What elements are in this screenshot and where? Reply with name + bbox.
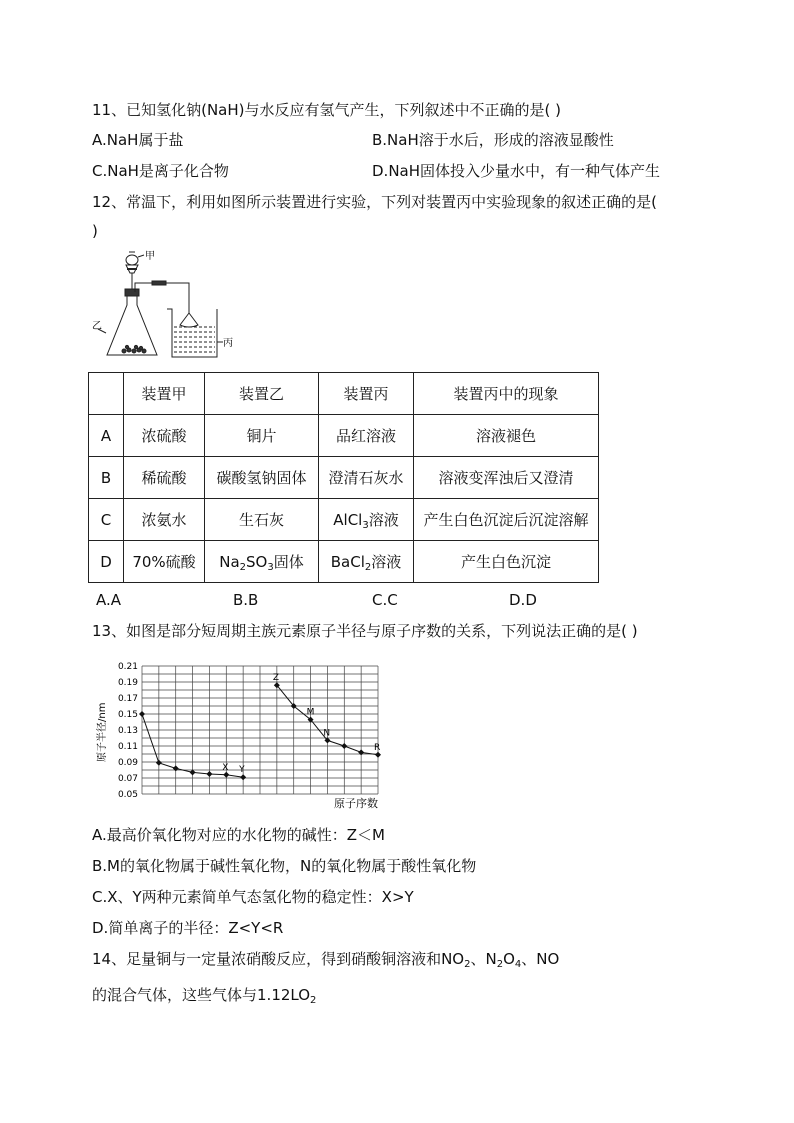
atomic-radius-chart [92, 652, 402, 814]
q12-choice-d: D.D [509, 591, 537, 609]
point-label-x: X [222, 762, 229, 773]
formula-subscript: 3 [267, 561, 274, 573]
row-label: A [89, 415, 124, 457]
formula: BaCl [330, 552, 365, 571]
cell-jia: 浓氨水 [124, 499, 205, 541]
q12-choice-b: B.B [233, 591, 259, 609]
q14-line-1 [92, 948, 559, 970]
cell-yi: 生石灰 [205, 499, 319, 541]
cell-bing [319, 541, 414, 583]
cell-yi: 铜片 [205, 415, 319, 457]
apparatus-label-bing: 丙 [223, 338, 233, 349]
formula: Na [219, 552, 240, 571]
data-point [206, 771, 212, 777]
formula: AlCl [333, 510, 363, 529]
table-header-phenomenon: 装置丙中的现象 [414, 373, 599, 415]
q14-text: O [503, 950, 515, 968]
cell-bing: 澄清石灰水 [319, 457, 414, 499]
y-tick-label: 0.19 [117, 678, 138, 688]
point-label-r: R [374, 742, 381, 753]
q14-text: 的混合气体，这些气体与1.12LO [92, 986, 311, 1004]
table-header-jia: 装置甲 [124, 373, 205, 415]
formula-subscript: 4 [514, 959, 522, 970]
cell-jia: 浓硫酸 [124, 415, 205, 457]
table-row [89, 457, 599, 499]
formula-subscript: 2 [496, 959, 504, 970]
q14-text: 14、足量铜与一定量浓硝酸反应，得到硝酸铜溶液和NO [92, 950, 465, 968]
apparatus-label-jia: 甲 [145, 251, 155, 262]
formula-tail: 溶液 [368, 510, 399, 529]
formula-subscript: 2 [239, 561, 247, 573]
table-row [89, 541, 599, 583]
y-tick-label: 0.09 [117, 758, 138, 768]
q12-choice-a: A.A [96, 591, 122, 609]
row-label: B [89, 457, 124, 499]
table-row [89, 415, 599, 457]
q13-option-a: A.最高价氧化物对应的水化物的碱性：Z＜M [92, 826, 385, 844]
experiment-table [88, 372, 599, 583]
cell-yi: 碳酸氢钠固体 [205, 457, 319, 499]
row-label: C [89, 499, 124, 541]
q13-option-c: C.X、Y两种元素简单气态氢化物的稳定性：X>Y [92, 888, 414, 906]
formula-subscript: 2 [464, 959, 471, 970]
formula-mid: SO [246, 552, 268, 571]
point-label-y: Y [239, 765, 245, 776]
point-label-z: Z [272, 673, 280, 684]
cell-phenomenon: 溶液变浑浊后又澄清 [414, 457, 599, 499]
cell-bing: 品红溶液 [319, 415, 414, 457]
q14-line-2 [92, 984, 316, 1006]
formula-tail: 溶液 [371, 552, 402, 571]
cell-phenomenon: 溶液褪色 [414, 415, 599, 457]
cell-bing [319, 499, 414, 541]
q11-option-b: B.NaH溶于水后，形成的溶液显酸性 [372, 131, 614, 149]
q13-stem: 13、如图是部分短周期主族元素原子半径与原子序数的关系，下列说法正确的是( ) [92, 622, 638, 640]
q14-text: 、N [470, 950, 497, 968]
table-header-yi: 装置乙 [205, 373, 319, 415]
data-point [358, 749, 364, 755]
q11-option-a: A.NaH属于盐 [92, 131, 184, 149]
data-point [173, 765, 179, 771]
q11-stem: 11、已知氢化钠(NaH)与水反应有氢气产生，下列叙述中不正确的是( ) [92, 101, 561, 119]
y-tick-label: 0.05 [117, 790, 138, 800]
q11-option-d: D.NaH固体投入少量水中，有一种气体产生 [372, 162, 661, 180]
q13-option-b: B.M的氧化物属于碱性氧化物，N的氧化物属于酸性氧化物 [92, 857, 477, 875]
y-axis-label: 原子半径/nm [97, 702, 108, 762]
apparatus-label-yi: 乙 [92, 321, 102, 332]
cell-yi [205, 541, 319, 583]
data-point [139, 711, 145, 717]
y-tick-label: 0.13 [117, 726, 138, 736]
y-tick-label: 0.21 [117, 662, 138, 672]
row-label: D [89, 541, 124, 583]
q14-text: 、NO [521, 950, 560, 968]
table-header-bing: 装置丙 [319, 373, 414, 415]
y-tick-label: 0.07 [117, 774, 138, 784]
table-header-blank [89, 373, 124, 415]
table-row [89, 499, 599, 541]
cell-jia: 70%硫酸 [124, 541, 205, 583]
x-axis-label: 原子序数 [334, 797, 378, 810]
point-label-m: M [306, 707, 315, 718]
y-tick-label: 0.11 [117, 742, 138, 752]
formula-subscript: 3 [362, 519, 369, 531]
cell-phenomenon: 产生白色沉淀后沉淀溶解 [414, 499, 599, 541]
cell-jia: 稀硫酸 [124, 457, 205, 499]
data-point [156, 760, 162, 766]
y-tick-label: 0.15 [117, 710, 138, 720]
q11-option-c: C.NaH是离子化合物 [92, 162, 229, 180]
q13-option-d: D.简单离子的半径：Z<Y<R [92, 919, 284, 937]
formula-subscript: 2 [364, 561, 372, 573]
data-point [341, 743, 347, 749]
apparatus-diagram [92, 247, 242, 365]
table-header-row [89, 373, 599, 415]
q12-stem: 12、常温下，利用如图所示装置进行实验，下列对装置丙中实验现象的叙述正确的是( [92, 193, 657, 211]
cell-phenomenon: 产生白色沉淀 [414, 541, 599, 583]
q12-stem-end: ) [92, 222, 98, 240]
y-tick-label: 0.17 [117, 694, 138, 704]
point-label-n: N [323, 728, 331, 739]
formula-tail: 固体 [273, 552, 304, 571]
formula-subscript: 2 [310, 995, 317, 1006]
q12-choice-c: C.C [372, 591, 398, 609]
